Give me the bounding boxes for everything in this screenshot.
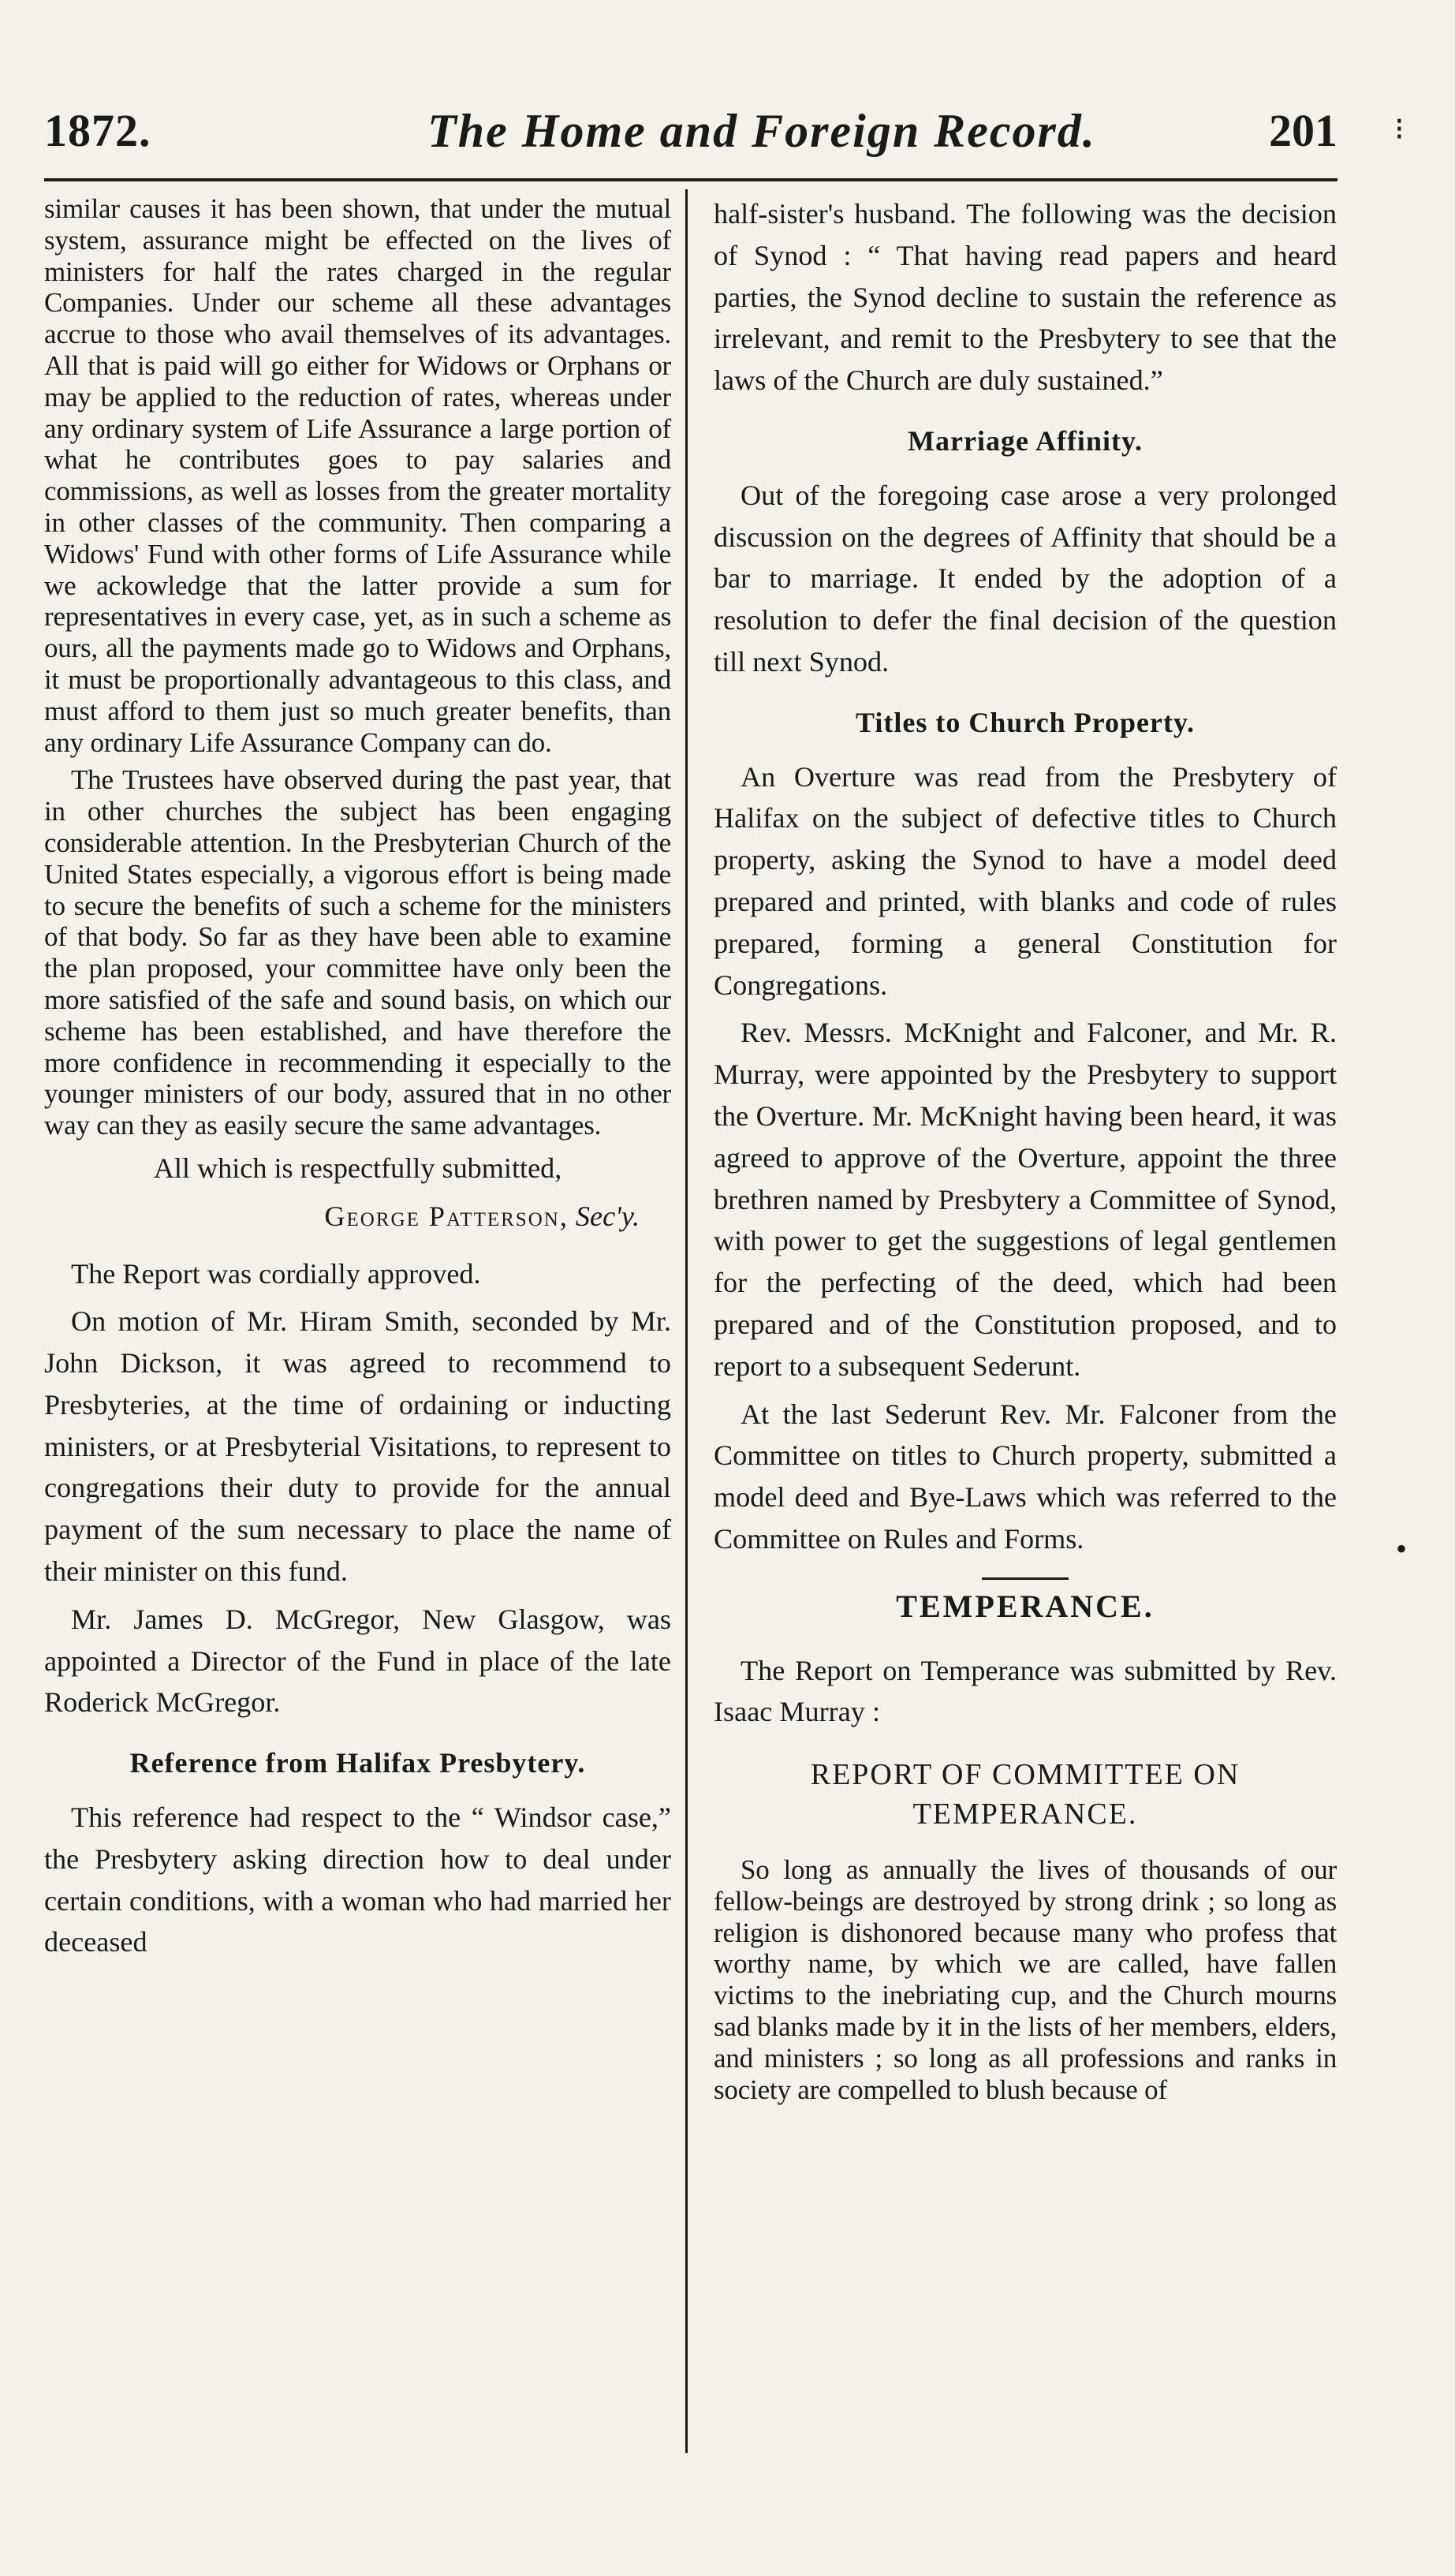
paragraph: So long as annually the lives of thousands of our fellow-beings are destroyed by strong drink ; so long as religion is dishonored because many who profess that worthy name, by which we are called, have fallen victims to the inebriating cup, and the Church mourns sad blanks made by it in the lists of her members, elders, and ministers ; so long as all professions and ranks in society are compelled to blush because of <box>714 1854 1337 2105</box>
paragraph: The Trustees have observed during the past year, that in other churches the subject has been engaging considerable attention. In the Presbyterian Church of the United States especially, a vigorous effort is being made to secure the benefits of such a scheme for the ministers of that body. So far as they have been able to examine the plan proposed, your committee have only been the more satisfied of the safe and sound basis, on which our scheme has been established, and have therefore the more confidence in recommending it especially to the younger ministers of our body, assured that in no other way can they as easily secure the same advantages. <box>44 764 671 1141</box>
paragraph: half-sister's husband. The following was the decision of Synod : “ That having read papers and heard parties, the Synod decline to sustain the reference as irrelevant, and remit to the Presbytery to see that the laws of the Church are duly sustained.” <box>714 198 1337 397</box>
left-column <box>44 193 671 1963</box>
section-rule <box>982 1577 1069 1580</box>
header-rule <box>44 178 1337 181</box>
subheading-marriage-affinity: Marriage Affinity. <box>908 424 1143 457</box>
paragraph: This reference had respect to the “ Windsor case,” the Presbytery asking direction how to deal under certain conditions, with a woman who had married her deceased <box>44 1801 671 1958</box>
paragraph: The Report was cordially approved. <box>71 1257 481 1290</box>
column-rule <box>685 189 688 2453</box>
page-number: 201 <box>1269 105 1337 156</box>
paragraph: An Overture was read from the Presbytery of Halifax on the subject of defective titles to Church property, asking the Synod to have a model deed prepared and printed, with blanks and code of rules prepared, forming a general Constitution for Congregations. <box>714 760 1337 1001</box>
print-mark: • <box>1396 1531 1408 1566</box>
signature <box>44 1196 671 1238</box>
report-heading: REPORT OF COMMITTEE ON TEMPERANCE. <box>810 1758 1240 1831</box>
paragraph: On motion of Mr. Hiram Smith, seconded by Mr. John Dickson, it was agreed to recommend to Presbyteries, at the time of ordaining or inducting ministers, or at Presbyterial Visitations, to represent to congregations their duty to provide for the annual payment of the sum necessary to place the name of their minister on this fund. <box>44 1305 671 1588</box>
subheading-halifax-reference: Reference from Halifax Presbytery. <box>129 1747 586 1779</box>
signoff-line: All which is respectfully submitted, <box>153 1152 562 1184</box>
header-title: The Home and Foreign Record. <box>427 105 1096 157</box>
signature-name: George Patterson, <box>324 1200 569 1232</box>
header-year: 1872. <box>44 105 151 156</box>
paragraph: similar causes it has been shown, that under the mutual system, assurance might be effected on the lives of ministers for half the rates charged in the regular Companies. Under our scheme all these advantages accrue to those who avail themselves of its advantages. All that is paid will go either for Widows or Orphans or may be applied to the reduction of rates, whereas under any ordinary system of Life Assurance a large portion of what he contributes goes to pay salaries and commissions, as well as losses from the greater mortality in other classes of the community. Then comparing a Widows' Fund with other forms of Life Assurance while we ackowledge that the latter provide a sum for representatives in every case, yet, as in such a scheme as ours, all the payments made go to Widows and Orphans, it must be proportionally advantageous to this class, and must afford to them just so much greater benefits, than any ordinary Life Assurance Company can do. <box>44 193 671 758</box>
paragraph: Rev. Messrs. McKnight and Falconer, and Mr. R. Murray, were appointed by the Presbytery to support the Overture. Mr. McKnight having been heard, it was agreed to approve of the Overture, appoint the three brethren named by Presbytery a Committee of Synod, with power to get the suggestions of legal gentlemen for the perfecting of the deed, which had been prepared and of the Constitution proposed, and to report to a subsequent Sederunt. <box>714 1017 1337 1382</box>
signature-title: Sec'y. <box>575 1200 640 1232</box>
print-mark: ⁝ <box>1394 111 1405 147</box>
paragraph: The Report on Temperance was submitted by Rev. Isaac Murray : <box>714 1654 1337 1728</box>
paragraph: Mr. James D. McGregor, New Glasgow, was appointed a Director of the Fund in place of the late Roderick McGregor. <box>44 1603 671 1719</box>
right-column <box>714 193 1337 2105</box>
subheading-church-property: Titles to Church Property. <box>856 706 1195 738</box>
running-header <box>44 104 1337 175</box>
paragraph: At the last Sederunt Rev. Mr. Falconer from the Committee on titles to Church property, submitted a model deed and Bye-Laws which was referred to the Committee on Rules and Forms. <box>714 1398 1337 1555</box>
paragraph: Out of the foregoing case arose a very prolonged discussion on the degrees of Affinity that should be a bar to marriage. It ended by the adoption of a resolution to defer the final decision of the question till next Synod. <box>714 479 1337 678</box>
section-heading-temperance: TEMPERANCE. <box>896 1588 1155 1624</box>
